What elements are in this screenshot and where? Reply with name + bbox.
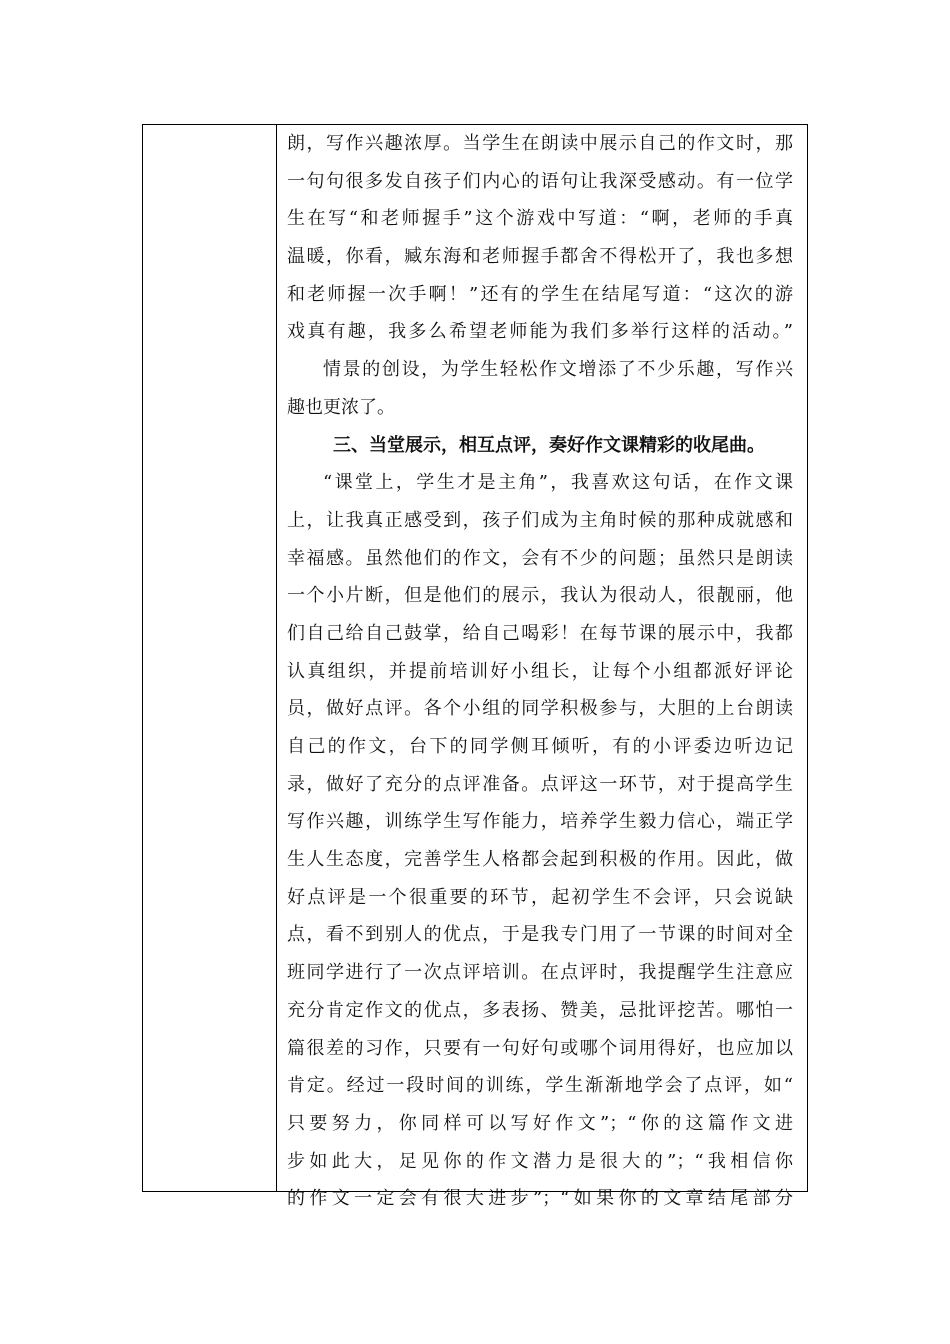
text-line: 幸福感。虽然他们的作文，会有不少的问题；虽然只是朗读 — [287, 547, 793, 569]
text-line: 情景的创设，为学生轻松作文增添了不少乐趣，写作兴 — [323, 359, 793, 381]
text-line: 篇很差的习作，只要有一句好句或哪个词用得好，也应加以 — [287, 1037, 793, 1059]
paragraph-3 — [287, 464, 793, 1218]
text-line: 写作兴趣，训练学生写作能力，培养学生毅力信心，端正学 — [287, 811, 793, 833]
text-line: “课堂上，学生才是主角”，我喜欢这句话，在作文课 — [323, 472, 793, 494]
text-line: 肯定。经过一段时间的训练，学生渐渐地学会了点评，如“ — [287, 1075, 793, 1097]
text-line: 上，让我真正感受到，孩子们成为主角时候的那种成就感和 — [287, 509, 793, 531]
text-line: 趣也更浓了。 — [287, 396, 395, 418]
text-line: 只要努力，你同样可以写好作文”；“你的这篇作文进 — [287, 1112, 793, 1134]
paragraph-1 — [287, 125, 793, 351]
text-line: 好点评是一个很重要的环节，起初学生不会评，只会说缺 — [287, 886, 793, 908]
text-line: 戏真有趣，我多么希望老师能为我们多举行这样的活动。” — [287, 321, 793, 343]
heading-line: 三、当堂展示，相互点评，奏好作文课精彩的收尾曲。 — [333, 434, 765, 456]
text-line: 步如此大，足见你的作文潜力是很大的”；“我相信你 — [287, 1150, 793, 1172]
form-table — [142, 124, 808, 1210]
text-line: 班同学进行了一次点评培训。在点评时，我提醒学生注意应 — [287, 962, 793, 984]
text-line: 自己的作文，台下的同学侧耳倾听，有的小评委边听边记 — [287, 736, 793, 757]
text-line: 的作文一定会有很大进步”；“如果你的文章结尾部分 — [287, 1188, 793, 1210]
text-line: 一个小片断，但是他们的展示，我认为很动人，很靓丽，他 — [287, 585, 793, 607]
paragraph-2 — [287, 351, 793, 426]
text-line: 们自己给自己鼓掌，给自己喝彩！在每节课的展示中，我都 — [287, 622, 793, 644]
text-line: 认真组织，并提前培训好小组长，让每个小组都派好评论 — [287, 660, 793, 682]
text-line: 温暖，你看，臧东海和老师握手都舍不得松开了，我也多想 — [287, 246, 793, 268]
section-heading — [287, 427, 793, 465]
text-line: 生在写“和老师握手”这个游戏中写道：“啊，老师的手真 — [287, 208, 793, 230]
text-line: 和老师握一次手啊！”还有的学生在结尾写道：“这次的游 — [287, 283, 793, 305]
text-line: 点，看不到别人的优点，于是我专门用了一节课的时间对全 — [287, 924, 793, 946]
text-line: 生人生态度，完善学生人格都会起到积极的作用。因此，做 — [287, 849, 793, 871]
text-line: 一句句很多发自孩子们内心的语句让我深受感动。有一位学 — [287, 170, 793, 192]
text-line: 朗，写作兴趣浓厚。当学生在朗读中展示自己的作文时，那 — [287, 133, 793, 154]
text-line: 员，做好点评。各个小组的同学积极参与，大胆的上台朗读 — [287, 698, 793, 720]
table-left-column — [143, 125, 277, 1191]
table-content-cell — [277, 125, 807, 1210]
text-line: 充分肯定作文的优点，多表扬、赞美，忌批评挖苦。哪怕一 — [287, 999, 793, 1021]
text-line: 录，做好了充分的点评准备。点评这一环节，对于提高学生 — [287, 773, 793, 795]
